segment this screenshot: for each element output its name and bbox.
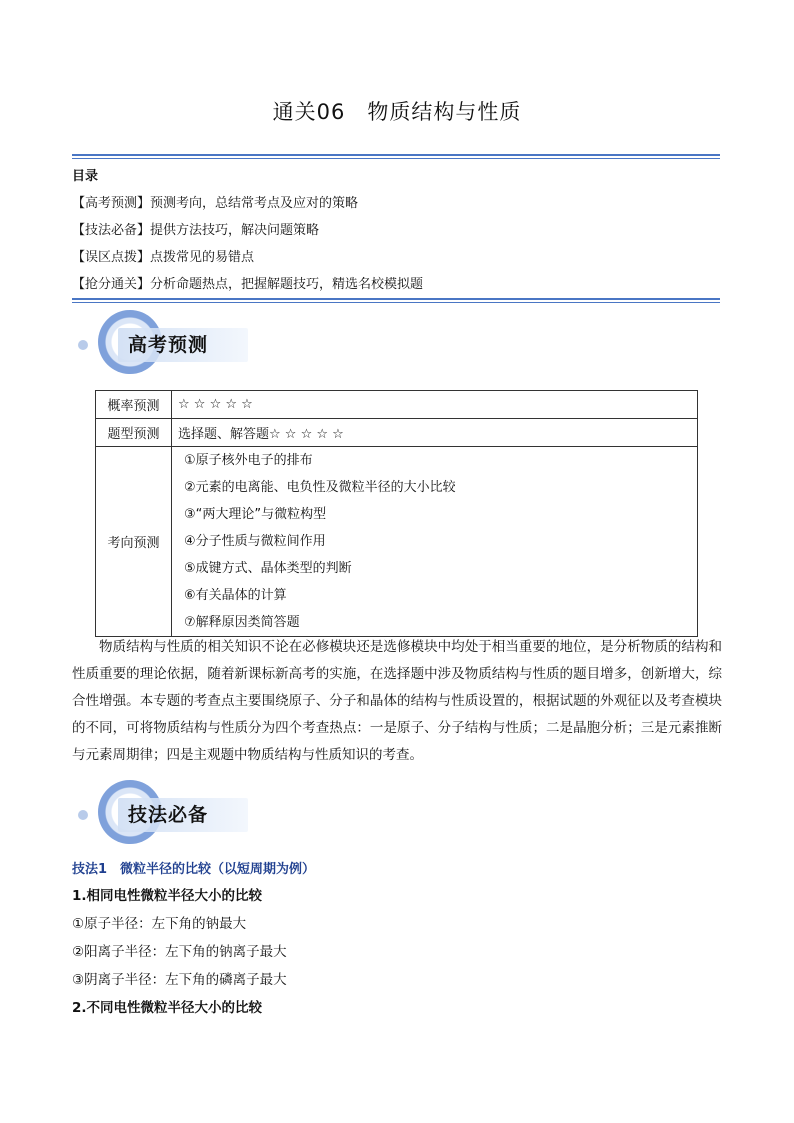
overview-paragraph: 物质结构与性质的相关知识不论在必修模块还是选修模块中均处于相当重要的地位，是分析物质的结构和性质重要的理论依据，随着新课标新高考的实施，在选择题中涉及物质结构与性质的题目增多，创新增大，综合性增强。本专题的考查点主要围绕原子、分子和晶体的结构与性质设置的，根据试题的外观征以及考查模块的不同，可将物质结构与性质分为四个考查热点：一是原子、分子结构与性质；二是晶胞分析；三是元素推断与元素周期律；四是主观题中物质结构与性质知识的考查。 xyxy=(72,639,722,763)
subheading: 2.不同电性微粒半径大小的比较 xyxy=(72,1000,263,1016)
banner-title: 高考预测 xyxy=(128,334,209,356)
list-item: ③“两大理论”与微粒构型 xyxy=(184,507,327,522)
table-row xyxy=(96,419,698,447)
toc-divider xyxy=(72,298,720,300)
toc-item-skills xyxy=(72,217,720,244)
list-item: ⑤成键方式、晶体类型的判断 xyxy=(184,561,352,576)
banner-title: 技法必备 xyxy=(128,804,209,826)
toc-item-prediction xyxy=(72,190,720,217)
table-row xyxy=(96,391,698,419)
skill-heading: 技法1 微粒半径的比较（以短周期为例） xyxy=(72,862,316,877)
list-item: ⑥有关晶体的计算 xyxy=(184,588,287,603)
toc-tag: 【误区点拨】 xyxy=(72,250,151,265)
row-value: 选择题、解答题☆ ☆ ☆ ☆ ☆ xyxy=(172,419,698,447)
list-item: ①原子半径：左下角的钠最大 xyxy=(72,916,247,932)
banner-dot-icon xyxy=(78,810,88,820)
list-item: ⑦解释原因类简答题 xyxy=(184,615,300,630)
topic-list xyxy=(172,447,698,637)
prediction-table xyxy=(95,390,698,637)
list-item: ②阳离子半径：左下角的钠离子最大 xyxy=(72,944,287,960)
toc-tag: 【抢分通关】 xyxy=(72,277,151,292)
list-item: ③阴离子半径：左下角的磷离子最大 xyxy=(72,972,287,988)
subheading: 1.相同电性微粒半径大小的比较 xyxy=(72,888,263,904)
row-key: 概率预测 xyxy=(96,391,172,419)
toc-tag: 【技法必备】 xyxy=(72,223,151,238)
toc-desc: 点拨常见的易错点 xyxy=(150,250,255,265)
page-title: 通关06 物质结构与性质 xyxy=(272,100,522,124)
section-banner-prediction xyxy=(72,306,252,380)
list-item: ①原子核外电子的排布 xyxy=(184,453,313,468)
toc-desc: 提供方法技巧，解决问题策略 xyxy=(150,223,320,238)
table-of-contents xyxy=(72,163,720,298)
toc-item-practice xyxy=(72,271,720,298)
title-divider xyxy=(72,154,720,156)
section-banner-skills xyxy=(72,776,252,850)
list-item: ④分子性质与微粒间作用 xyxy=(184,534,326,549)
toc-divider-thin xyxy=(72,302,720,303)
toc-tag: 【高考预测】 xyxy=(72,196,151,211)
toc-item-mistakes xyxy=(72,244,720,271)
row-key: 考向预测 xyxy=(96,447,172,637)
list-item: ②元素的电离能、电负性及微粒半径的大小比较 xyxy=(184,480,456,495)
toc-heading: 目录 xyxy=(72,169,99,184)
banner-dot-icon xyxy=(78,340,88,350)
title-divider-thin xyxy=(72,158,720,159)
row-key: 题型预测 xyxy=(96,419,172,447)
toc-desc: 分析命题热点，把握解题技巧，精选名校模拟题 xyxy=(150,277,424,292)
row-value: ☆ ☆ ☆ ☆ ☆ xyxy=(172,391,698,419)
toc-desc: 预测考向，总结常考点及应对的策略 xyxy=(150,196,359,211)
table-row xyxy=(96,447,698,637)
